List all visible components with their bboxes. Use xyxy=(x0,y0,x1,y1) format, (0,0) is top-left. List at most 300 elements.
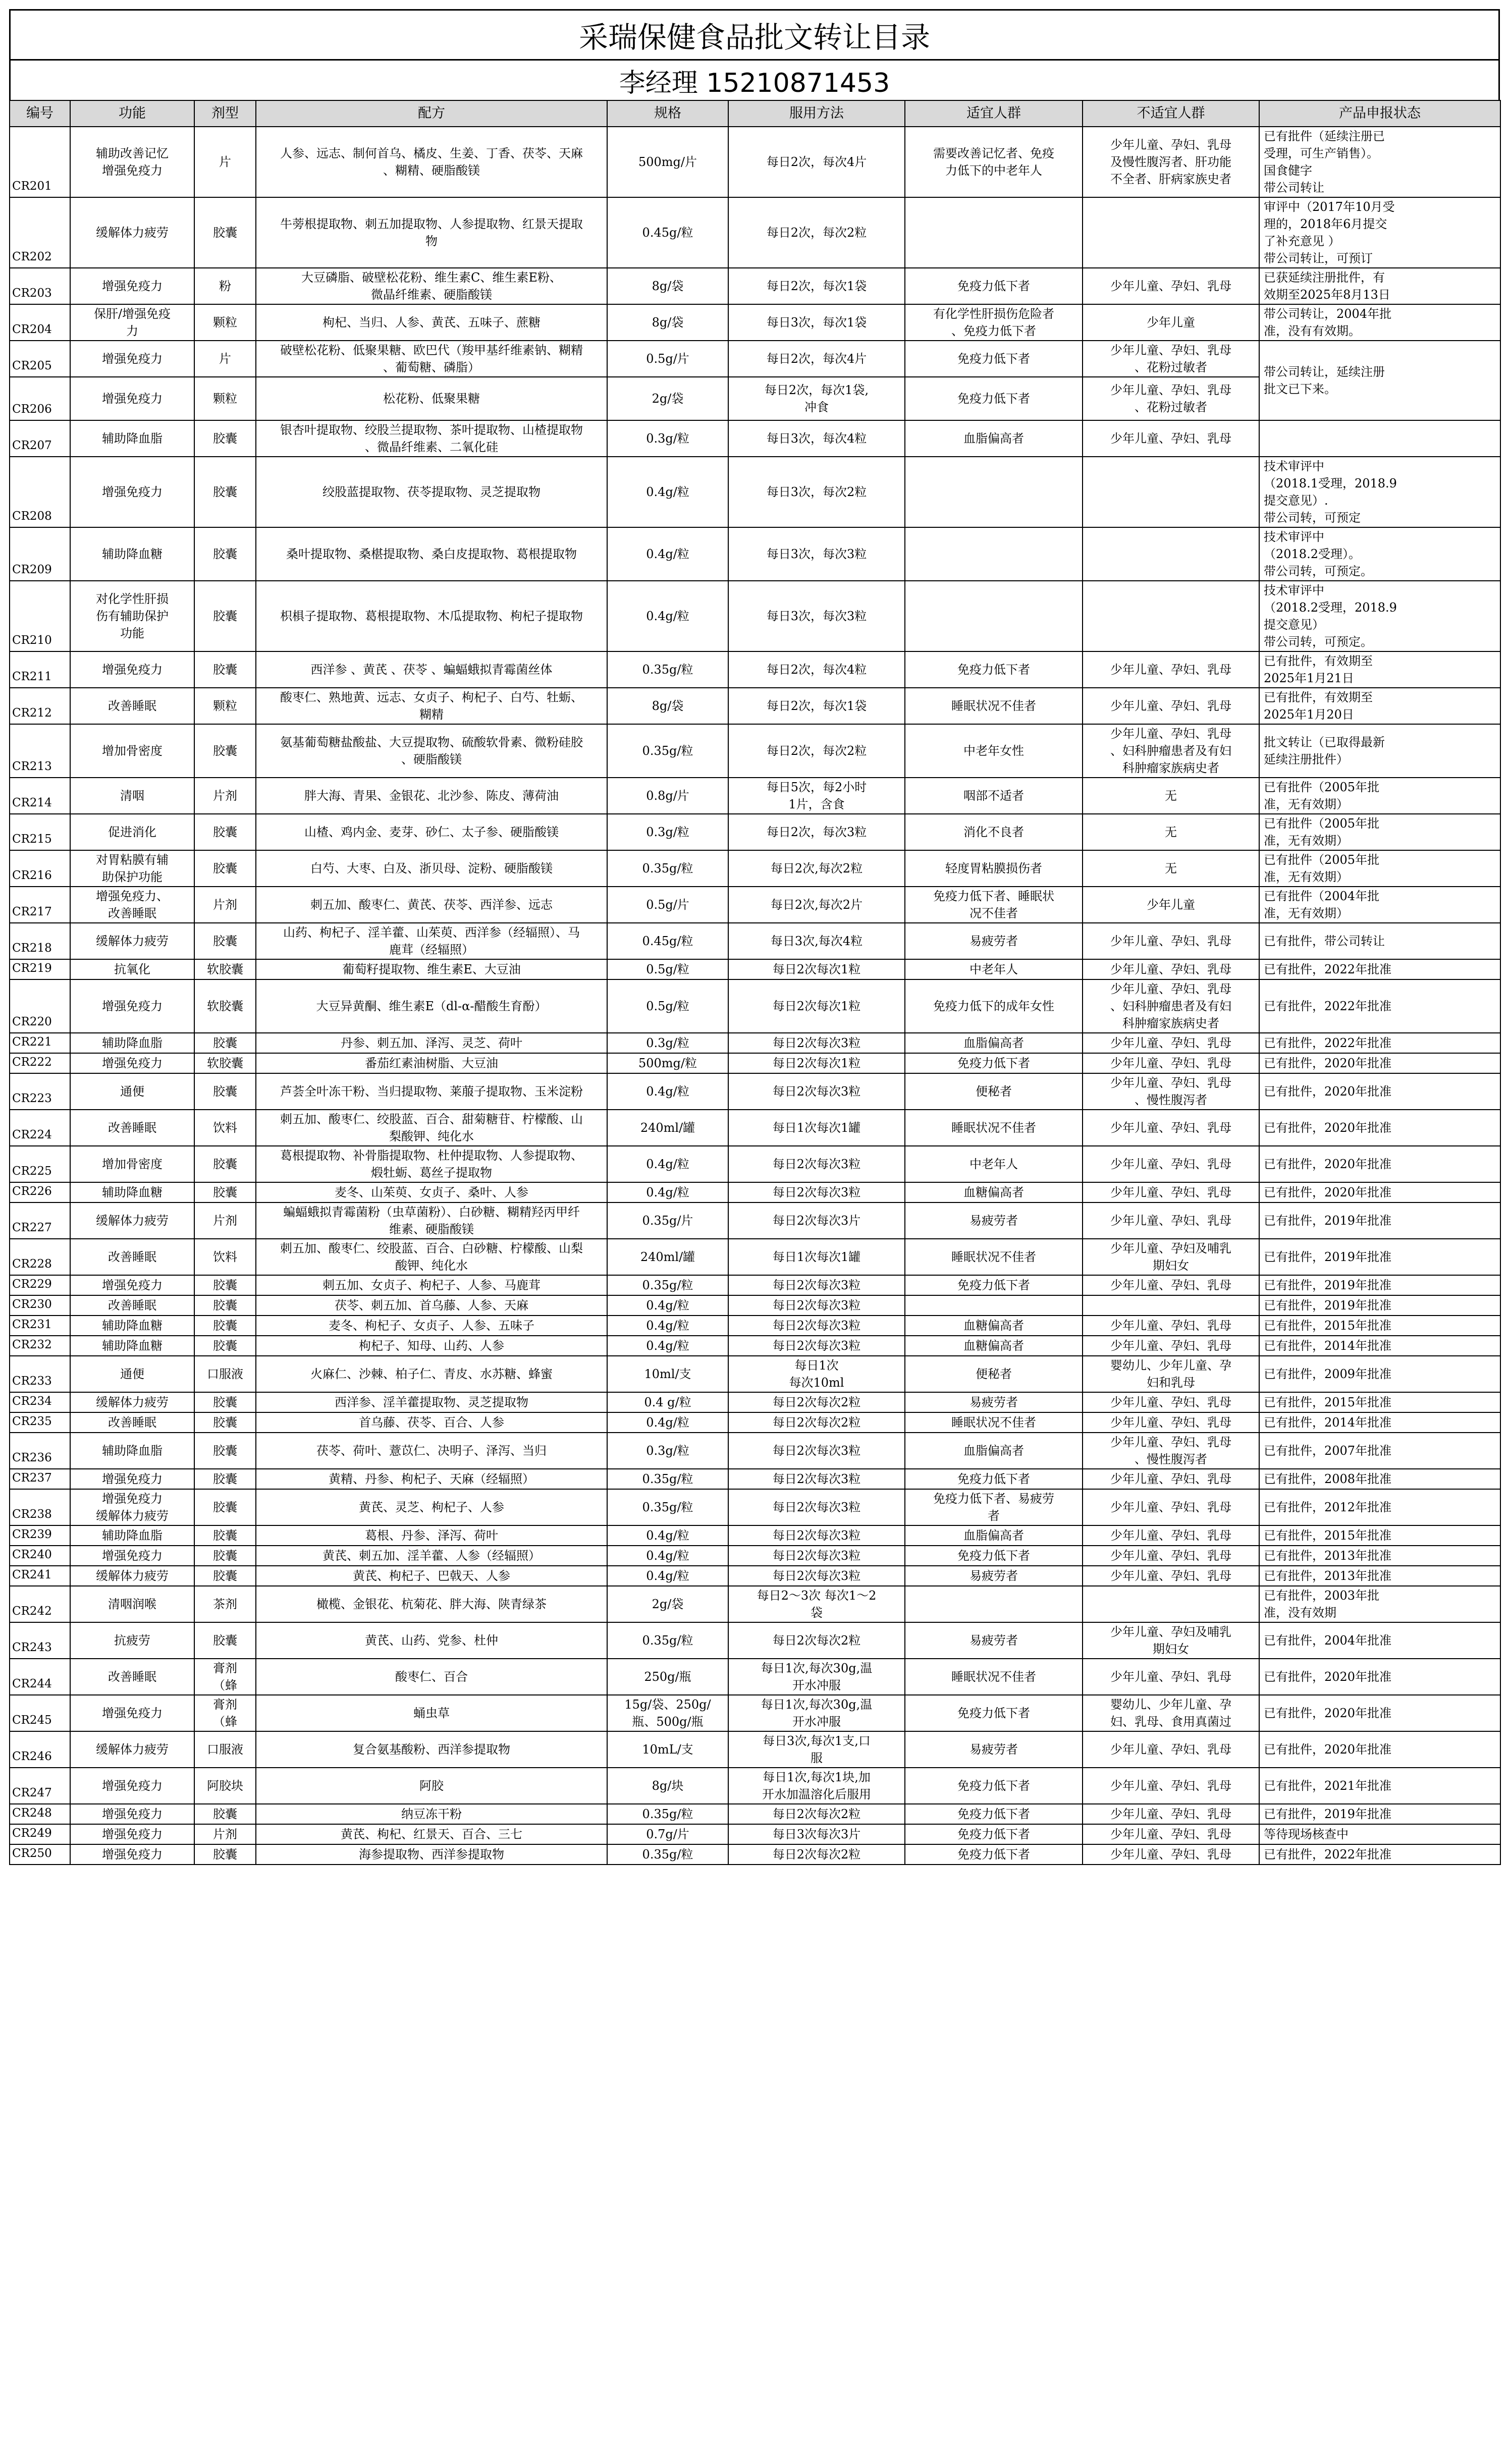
cell-spec: 10ml/支 xyxy=(607,1356,728,1392)
cell-dosage-form: 胶囊 xyxy=(194,1033,256,1053)
cell-unsuitable: 少年儿童、孕妇、乳母 xyxy=(1083,1731,1259,1768)
cell-suitable: 血脂偏高者 xyxy=(905,1033,1083,1053)
cell-dosage-form: 胶囊 xyxy=(194,1275,256,1295)
cell-unsuitable: 少年儿童、孕妇、乳母 xyxy=(1083,1033,1259,1053)
cell-status: 已有批件，有效期至 2025年1月21日 xyxy=(1259,651,1500,688)
cell-usage: 每日1次,每次30g,温 开水冲服 xyxy=(728,1659,905,1695)
cell-function: 促进消化 xyxy=(70,814,194,850)
cell-usage: 每日2次，每次1袋 xyxy=(728,688,905,724)
cell-formula: 葛根提取物、补骨脂提取物、杜仲提取物、人参提取物、 煅牡蛎、葛丝子提取物 xyxy=(256,1146,607,1182)
cell-status: 已有批件，2021年批准 xyxy=(1259,1768,1500,1804)
cell-code: CR205 xyxy=(10,341,70,377)
cell-unsuitable: 少年儿童、孕妇、乳母 xyxy=(1083,1202,1259,1239)
cell-spec: 2g/袋 xyxy=(607,1586,728,1622)
cell-formula: 破壁松花粉、低聚果糖、欧巴代（羧甲基纤维素钠、糊精 、葡萄糖、磷脂） xyxy=(256,341,607,377)
cell-suitable: 睡眠状况不佳者 xyxy=(905,1239,1083,1275)
cell-dosage-form: 茶剂 xyxy=(194,1586,256,1622)
cell-function: 缓解体力疲劳 xyxy=(70,1731,194,1768)
cell-code: CR245 xyxy=(10,1695,70,1731)
header-dosage-form: 剂型 xyxy=(194,100,256,127)
cell-status: 已有批件，2019年批准 xyxy=(1259,1202,1500,1239)
table-row xyxy=(10,1844,1500,1865)
cell-suitable: 易疲劳者 xyxy=(905,1202,1083,1239)
cell-dosage-form: 阿胶块 xyxy=(194,1768,256,1804)
cell-suitable: 中老年女性 xyxy=(905,724,1083,778)
cell-unsuitable: 无 xyxy=(1083,814,1259,850)
table-row xyxy=(10,1146,1500,1182)
cell-formula: 火麻仁、沙棘、柏子仁、青皮、水苏糖、蜂蜜 xyxy=(256,1356,607,1392)
cell-dosage-form: 软胶囊 xyxy=(194,979,256,1033)
cell-formula: 西洋参、淫羊藿提取物、灵芝提取物 xyxy=(256,1392,607,1412)
cell-code: CR247 xyxy=(10,1768,70,1804)
table-row xyxy=(10,268,1500,304)
cell-suitable: 睡眠状况不佳者 xyxy=(905,1659,1083,1695)
cell-suitable: 便秘者 xyxy=(905,1356,1083,1392)
cell-dosage-form: 颗粒 xyxy=(194,688,256,724)
cell-dosage-form: 胶囊 xyxy=(194,420,256,457)
cell-status: 已有批件，2019年批准 xyxy=(1259,1295,1500,1316)
cell-formula: 西洋参 、黄芪 、茯苓 、蝙蝠蛾拟青霉菌丝体 xyxy=(256,651,607,688)
cell-spec: 0.3g/粒 xyxy=(607,420,728,457)
cell-suitable: 轻度胃粘膜损伤者 xyxy=(905,850,1083,887)
cell-formula: 黄芪、刺五加、淫羊藿、人参（经辐照） xyxy=(256,1546,607,1566)
cell-spec: 0.4g/粒 xyxy=(607,1295,728,1316)
cell-status: 审评中（2017年10月受 理的，2018年6月提交 了补充意见 ） 带公司转让，可预订 xyxy=(1259,197,1500,268)
cell-usage: 每日2次每次2粒 xyxy=(728,1392,905,1412)
cell-suitable: 易疲劳者 xyxy=(905,1622,1083,1659)
cell-suitable: 免疫力低下者 xyxy=(905,1824,1083,1844)
table-row xyxy=(10,651,1500,688)
cell-code: CR228 xyxy=(10,1239,70,1275)
table-row xyxy=(10,1182,1500,1202)
cell-usage: 每日3次，每次4粒 xyxy=(728,420,905,457)
table-row xyxy=(10,1659,1500,1695)
cell-formula: 黄芪、枸杞子、巴戟天、人参 xyxy=(256,1566,607,1586)
table-row xyxy=(10,457,1500,527)
cell-suitable: 免疫力低下者 xyxy=(905,1053,1083,1073)
cell-status: 已有批件，2020年批准 xyxy=(1259,1053,1500,1073)
cell-status: 已有批件（2005年批 准，无有效期） xyxy=(1259,814,1500,850)
cell-usage: 每日2次每次3粒 xyxy=(728,1336,905,1356)
cell-spec: 0.4g/粒 xyxy=(607,1566,728,1586)
cell-unsuitable: 少年儿童、孕妇、乳母 xyxy=(1083,1316,1259,1336)
cell-suitable: 免疫力低下者 xyxy=(905,341,1083,377)
cell-code: CR241 xyxy=(10,1566,70,1586)
cell-code: CR220 xyxy=(10,979,70,1033)
cell-formula: 刺五加、女贞子、枸杞子、人参、马鹿茸 xyxy=(256,1275,607,1295)
cell-suitable: 便秘者 xyxy=(905,1073,1083,1110)
cell-code: CR249 xyxy=(10,1824,70,1844)
cell-spec: 0.35g/粒 xyxy=(607,1844,728,1865)
cell-suitable: 免疫力低下的成年女性 xyxy=(905,979,1083,1033)
cell-unsuitable: 少年儿童、孕妇、乳母 xyxy=(1083,1824,1259,1844)
table-row xyxy=(10,1053,1500,1073)
cell-spec: 0.4g/粒 xyxy=(607,1525,728,1546)
cell-suitable: 免疫力低下者 xyxy=(905,1844,1083,1865)
cell-formula: 人参、远志、制何首乌、橘皮、生姜、丁香、茯苓、天麻 、糊精、硬脂酸镁 xyxy=(256,127,607,197)
cell-code: CR231 xyxy=(10,1316,70,1336)
table-row xyxy=(10,1316,1500,1336)
cell-function: 增强免疫力 xyxy=(70,1824,194,1844)
cell-usage: 每日2次，每次4片 xyxy=(728,127,905,197)
cell-formula: 酸枣仁、熟地黄、远志、女贞子、枸杞子、白芍、牡蛎、 糊精 xyxy=(256,688,607,724)
cell-unsuitable: 少年儿童、孕妇、乳母 、慢性腹泻者 xyxy=(1083,1073,1259,1110)
cell-code: CR201 xyxy=(10,127,70,197)
cell-status: 已有批件，2022年批准 xyxy=(1259,1844,1500,1865)
cell-usage: 每日2次每次3片 xyxy=(728,1202,905,1239)
cell-dosage-form: 片剂 xyxy=(194,778,256,814)
cell-code: CR202 xyxy=(10,197,70,268)
cell-usage: 每日2次每次2粒 xyxy=(728,1622,905,1659)
cell-formula: 阿胶 xyxy=(256,1768,607,1804)
table-body xyxy=(10,127,1500,1865)
cell-code: CR214 xyxy=(10,778,70,814)
cell-dosage-form: 胶囊 xyxy=(194,814,256,850)
cell-usage: 每日1次每次1罐 xyxy=(728,1110,905,1146)
cell-usage: 每日2次每次3粒 xyxy=(728,1182,905,1202)
cell-suitable: 免疫力低下者 xyxy=(905,1804,1083,1824)
cell-status: 已有批件（延续注册已 受理，可生产销售）。 国食健字 带公司转让 xyxy=(1259,127,1500,197)
cell-dosage-form: 胶囊 xyxy=(194,1412,256,1433)
cell-unsuitable: 少年儿童、孕妇、乳母 xyxy=(1083,1546,1259,1566)
cell-spec: 0.5g/粒 xyxy=(607,959,728,979)
cell-usage: 每日2次,每次2片 xyxy=(728,887,905,923)
cell-code: CR232 xyxy=(10,1336,70,1356)
cell-formula: 葛根、丹参、泽泻、荷叶 xyxy=(256,1525,607,1546)
cell-usage: 每日2次每次3粒 xyxy=(728,1316,905,1336)
cell-status: 已有批件（2005年批 准，无有效期） xyxy=(1259,850,1500,887)
cell-formula: 酸枣仁、百合 xyxy=(256,1659,607,1695)
cell-usage: 每日2次每次3粒 xyxy=(728,1489,905,1525)
table-row xyxy=(10,1546,1500,1566)
cell-formula: 蝙蝠蛾拟青霉菌粉（虫草菌粉）、白砂糖、糊精羟丙甲纤 维素、硬脂酸镁 xyxy=(256,1202,607,1239)
cell-dosage-form: 胶囊 xyxy=(194,1336,256,1356)
cell-function: 增强免疫力 xyxy=(70,979,194,1033)
cell-usage: 每日2次每次2粒 xyxy=(728,1844,905,1865)
cell-unsuitable xyxy=(1083,527,1259,581)
cell-usage: 每日2次每次3粒 xyxy=(728,1566,905,1586)
cell-unsuitable: 少年儿童、孕妇、乳母 xyxy=(1083,1392,1259,1412)
cell-function: 增强免疫力 xyxy=(70,1804,194,1824)
cell-spec: 0.4 g/粒 xyxy=(607,1392,728,1412)
cell-unsuitable: 少年儿童、孕妇、乳母 xyxy=(1083,1566,1259,1586)
cell-spec: 0.4g/粒 xyxy=(607,581,728,651)
table-row xyxy=(10,778,1500,814)
cell-usage: 每日2次每次3粒 xyxy=(728,1033,905,1053)
cell-spec: 0.3g/粒 xyxy=(607,814,728,850)
cell-formula: 松花粉、低聚果糖 xyxy=(256,377,607,420)
cell-formula: 麦冬、山茱萸、女贞子、桑叶、人参 xyxy=(256,1182,607,1202)
cell-suitable: 免疫力低下者 xyxy=(905,1695,1083,1731)
cell-unsuitable: 少年儿童、孕妇、乳母 xyxy=(1083,923,1259,959)
cell-spec: 8g/块 xyxy=(607,1768,728,1804)
cell-unsuitable xyxy=(1083,1295,1259,1316)
cell-formula: 纳豆冻干粉 xyxy=(256,1804,607,1824)
cell-dosage-form: 胶囊 xyxy=(194,1546,256,1566)
table-row xyxy=(10,1275,1500,1295)
cell-code: CR219 xyxy=(10,959,70,979)
table-row xyxy=(10,1336,1500,1356)
cell-status: 已有批件，2020年批准 xyxy=(1259,1659,1500,1695)
cell-status: 已有批件，2015年批准 xyxy=(1259,1392,1500,1412)
cell-spec: 0.4g/粒 xyxy=(607,1073,728,1110)
cell-spec: 0.5g/片 xyxy=(607,887,728,923)
cell-status: 已有批件，带公司转让 xyxy=(1259,923,1500,959)
cell-function: 改善睡眠 xyxy=(70,1110,194,1146)
cell-usage: 每日2次，每次1袋, 冲食 xyxy=(728,377,905,420)
cell-usage: 每日5次，每2小时 1片，含食 xyxy=(728,778,905,814)
cell-status: 已有批件，2004年批准 xyxy=(1259,1622,1500,1659)
cell-code: CR208 xyxy=(10,457,70,527)
cell-dosage-form: 胶囊 xyxy=(194,1295,256,1316)
cell-unsuitable: 少年儿童、孕妇及哺乳 期妇女 xyxy=(1083,1239,1259,1275)
cell-status: 已有批件，2020年批准 xyxy=(1259,1146,1500,1182)
cell-suitable: 免疫力低下者 xyxy=(905,1546,1083,1566)
cell-code: CR236 xyxy=(10,1433,70,1469)
table-row xyxy=(10,1489,1500,1525)
cell-unsuitable: 少年儿童、孕妇、乳母 xyxy=(1083,1489,1259,1525)
table-row xyxy=(10,1202,1500,1239)
cell-spec: 0.35g/粒 xyxy=(607,1804,728,1824)
table-row xyxy=(10,1110,1500,1146)
cell-unsuitable: 少年儿童、孕妇、乳母 及慢性腹泻者、肝功能 不全者、肝病家族史者 xyxy=(1083,127,1259,197)
cell-spec: 0.35g/粒 xyxy=(607,1275,728,1295)
table-row xyxy=(10,581,1500,651)
cell-unsuitable: 少年儿童、孕妇、乳母 xyxy=(1083,1804,1259,1824)
cell-spec: 500mg/粒 xyxy=(607,1053,728,1073)
table-row xyxy=(10,1824,1500,1844)
cell-usage: 每日3次,每次4粒 xyxy=(728,923,905,959)
cell-function: 对胃粘膜有辅 助保护功能 xyxy=(70,850,194,887)
cell-dosage-form: 片 xyxy=(194,127,256,197)
cell-usage: 每日1次 每次10ml xyxy=(728,1356,905,1392)
cell-dosage-form: 胶囊 xyxy=(194,197,256,268)
cell-usage: 每日2次每次3粒 xyxy=(728,1525,905,1546)
cell-status: 已有批件，2009年批准 xyxy=(1259,1356,1500,1392)
cell-function: 增强免疫力 缓解体力疲劳 xyxy=(70,1489,194,1525)
cell-suitable: 消化不良者 xyxy=(905,814,1083,850)
cell-function: 辅助改善记忆 增强免疫力 xyxy=(70,127,194,197)
cell-usage: 每日1次,每次30g,温 开水冲服 xyxy=(728,1695,905,1731)
cell-spec: 8g/袋 xyxy=(607,268,728,304)
cell-usage: 每日3次，每次2粒 xyxy=(728,457,905,527)
cell-spec: 0.4g/粒 xyxy=(607,1336,728,1356)
cell-spec: 0.3g/粒 xyxy=(607,1033,728,1053)
table-row xyxy=(10,1622,1500,1659)
cell-usage: 每日1次,每次1块,加 开水加温溶化后服用 xyxy=(728,1768,905,1804)
cell-code: CR218 xyxy=(10,923,70,959)
cell-function: 缓解体力疲劳 xyxy=(70,1202,194,1239)
cell-status: 已有批件，2020年批准 xyxy=(1259,1695,1500,1731)
cell-unsuitable: 少年儿童、孕妇、乳母 xyxy=(1083,1768,1259,1804)
cell-status: 技术审评中 （2018.1受理，2018.9 提交意见）. 带公司转，可预定 xyxy=(1259,457,1500,527)
cell-function: 清咽 xyxy=(70,778,194,814)
header-usage: 服用方法 xyxy=(728,100,905,127)
cell-unsuitable: 少年儿童 xyxy=(1083,887,1259,923)
cell-function: 增强免疫力 xyxy=(70,1695,194,1731)
table-row xyxy=(10,1295,1500,1316)
cell-code: CR209 xyxy=(10,527,70,581)
cell-dosage-form: 饮料 xyxy=(194,1110,256,1146)
cell-code: CR233 xyxy=(10,1356,70,1392)
cell-formula: 复合氨基酸粉、西洋参提取物 xyxy=(256,1731,607,1768)
cell-function: 辅助降血糖 xyxy=(70,527,194,581)
cell-function: 改善睡眠 xyxy=(70,688,194,724)
cell-formula: 银杏叶提取物、绞股兰提取物、茶叶提取物、山楂提取物 、微晶纤维素、二氧化硅 xyxy=(256,420,607,457)
cell-code: CR224 xyxy=(10,1110,70,1146)
cell-dosage-form: 膏剂 （蜂 xyxy=(194,1659,256,1695)
header-unsuitable: 不适宜人群 xyxy=(1083,100,1259,127)
table-row xyxy=(10,1804,1500,1824)
cell-code: CR246 xyxy=(10,1731,70,1768)
cell-spec: 0.35g/粒 xyxy=(607,1622,728,1659)
cell-function: 增强免疫力 xyxy=(70,268,194,304)
cell-usage: 每日2次每次3粒 xyxy=(728,1295,905,1316)
cell-code: CR242 xyxy=(10,1586,70,1622)
table-row xyxy=(10,979,1500,1033)
cell-unsuitable: 少年儿童、孕妇、乳母 xyxy=(1083,1469,1259,1489)
table-row xyxy=(10,127,1500,197)
cell-formula: 大豆异黄酮、维生素E（dl-α-醋酸生育酚） xyxy=(256,979,607,1033)
cell-function: 通便 xyxy=(70,1073,194,1110)
cell-unsuitable: 无 xyxy=(1083,850,1259,887)
cell-function: 增强免疫力 xyxy=(70,1469,194,1489)
cell-unsuitable: 少年儿童、孕妇、乳母 xyxy=(1083,268,1259,304)
cell-function: 缓解体力疲劳 xyxy=(70,1392,194,1412)
cell-code: CR203 xyxy=(10,268,70,304)
cell-formula: 山楂、鸡内金、麦芽、砂仁、太子参、硬脂酸镁 xyxy=(256,814,607,850)
cell-unsuitable: 少年儿童、孕妇、乳母 xyxy=(1083,651,1259,688)
cell-dosage-form: 口服液 xyxy=(194,1731,256,1768)
cell-unsuitable xyxy=(1083,197,1259,268)
header-function: 功能 xyxy=(70,100,194,127)
cell-status: 已有批件（2005年批 准，无有效期） xyxy=(1259,778,1500,814)
cell-dosage-form: 口服液 xyxy=(194,1356,256,1392)
cell-code: CR244 xyxy=(10,1659,70,1695)
cell-usage: 每日2次每次3粒 xyxy=(728,1469,905,1489)
cell-status: 已有批件，2015年批准 xyxy=(1259,1316,1500,1336)
cell-spec: 15g/袋、250g/ 瓶、500g/瓶 xyxy=(607,1695,728,1731)
cell-spec: 8g/袋 xyxy=(607,688,728,724)
header-formula: 配方 xyxy=(256,100,607,127)
cell-suitable: 免疫力低下者 xyxy=(905,268,1083,304)
cell-spec: 0.35g/粒 xyxy=(607,1489,728,1525)
cell-dosage-form: 胶囊 xyxy=(194,1182,256,1202)
cell-function: 辅助降血脂 xyxy=(70,420,194,457)
catalog-sheet xyxy=(9,9,1500,1865)
cell-unsuitable: 少年儿童、孕妇、乳母 、花粉过敏者 xyxy=(1083,377,1259,420)
cell-dosage-form: 胶囊 xyxy=(194,724,256,778)
cell-function: 通便 xyxy=(70,1356,194,1392)
cell-unsuitable: 少年儿童、孕妇、乳母 xyxy=(1083,420,1259,457)
cell-dosage-form: 胶囊 xyxy=(194,923,256,959)
cell-formula: 白芍、大枣、白及、浙贝母、淀粉、硬脂酸镁 xyxy=(256,850,607,887)
cell-code: CR216 xyxy=(10,850,70,887)
cell-formula: 绞股蓝提取物、茯苓提取物、灵芝提取物 xyxy=(256,457,607,527)
cell-unsuitable: 少年儿童、孕妇、乳母 xyxy=(1083,1146,1259,1182)
header-code: 编号 xyxy=(10,100,70,127)
cell-unsuitable: 无 xyxy=(1083,778,1259,814)
cell-status: 等待现场核查中 xyxy=(1259,1824,1500,1844)
cell-suitable xyxy=(905,457,1083,527)
cell-usage: 每日3次，每次3粒 xyxy=(728,527,905,581)
cell-code: CR213 xyxy=(10,724,70,778)
cell-usage: 每日2次每次2粒 xyxy=(728,1804,905,1824)
cell-spec: 0.4g/粒 xyxy=(607,1316,728,1336)
cell-unsuitable: 少年儿童、孕妇及哺乳 期妇女 xyxy=(1083,1622,1259,1659)
table-row xyxy=(10,420,1500,457)
cell-suitable xyxy=(905,197,1083,268)
cell-spec: 8g/袋 xyxy=(607,304,728,341)
table-row xyxy=(10,1392,1500,1412)
cell-status: 已有批件，2020年批准 xyxy=(1259,1182,1500,1202)
cell-usage: 每日2次每次3粒 xyxy=(728,1146,905,1182)
cell-code: CR211 xyxy=(10,651,70,688)
contact-line: 李经理 15210871453 xyxy=(9,59,1500,100)
header-status: 产品申报状态 xyxy=(1259,100,1500,127)
header-spec: 规格 xyxy=(607,100,728,127)
cell-spec: 2g/袋 xyxy=(607,377,728,420)
cell-function: 辅助降血糖 xyxy=(70,1316,194,1336)
cell-formula: 枸杞、当归、人参、黄芪、五味子、蔗糖 xyxy=(256,304,607,341)
cell-function: 保肝/增强免疫 力 xyxy=(70,304,194,341)
cell-spec: 0.5g/粒 xyxy=(607,979,728,1033)
cell-dosage-form: 胶囊 xyxy=(194,1804,256,1824)
cell-dosage-form: 颗粒 xyxy=(194,304,256,341)
cell-suitable: 免疫力低下者 xyxy=(905,377,1083,420)
table-row xyxy=(10,814,1500,850)
cell-spec: 0.7g/片 xyxy=(607,1824,728,1844)
cell-dosage-form: 胶囊 xyxy=(194,1392,256,1412)
cell-spec: 240ml/罐 xyxy=(607,1239,728,1275)
cell-formula: 葡萄籽提取物、维生素E、大豆油 xyxy=(256,959,607,979)
cell-spec: 0.4g/粒 xyxy=(607,1546,728,1566)
cell-code: CR217 xyxy=(10,887,70,923)
cell-function: 辅助降血糖 xyxy=(70,1336,194,1356)
cell-function: 辅助降血脂 xyxy=(70,1033,194,1053)
cell-formula: 麦冬、枸杞子、女贞子、人参、五味子 xyxy=(256,1316,607,1336)
cell-spec: 0.35g/粒 xyxy=(607,724,728,778)
cell-status: 批文转让（已取得最新 延续注册批件） xyxy=(1259,724,1500,778)
cell-usage: 每日2次每次1粒 xyxy=(728,1053,905,1073)
cell-function: 增强免疫力 xyxy=(70,341,194,377)
cell-formula: 桑叶提取物、桑椹提取物、桑白皮提取物、葛根提取物 xyxy=(256,527,607,581)
cell-spec: 10mL/支 xyxy=(607,1731,728,1768)
cell-suitable: 有化学性肝损伤危险者 、免疫力低下者 xyxy=(905,304,1083,341)
cell-function: 增加骨密度 xyxy=(70,1146,194,1182)
cell-suitable: 免疫力低下者 xyxy=(905,651,1083,688)
cell-status: 已有批件，2022年批准 xyxy=(1259,979,1500,1033)
cell-unsuitable: 少年儿童、孕妇、乳母 xyxy=(1083,1053,1259,1073)
cell-code: CR234 xyxy=(10,1392,70,1412)
cell-dosage-form: 胶囊 xyxy=(194,581,256,651)
cell-function: 清咽润喉 xyxy=(70,1586,194,1622)
cell-dosage-form: 胶囊 xyxy=(194,457,256,527)
cell-spec: 0.35g/粒 xyxy=(607,651,728,688)
cell-unsuitable: 少年儿童、孕妇、乳母 xyxy=(1083,1275,1259,1295)
cell-suitable: 中老年人 xyxy=(905,1146,1083,1182)
cell-usage: 每日2次，每次4片 xyxy=(728,341,905,377)
cell-suitable: 易疲劳者 xyxy=(905,1392,1083,1412)
cell-code: CR221 xyxy=(10,1033,70,1053)
cell-status: 已有批件，2014年批准 xyxy=(1259,1412,1500,1433)
cell-status: 已有批件，2022年批准 xyxy=(1259,959,1500,979)
cell-unsuitable: 少年儿童、孕妇、乳母 、妇科肿瘤患者及有妇 科肿瘤家族病史者 xyxy=(1083,724,1259,778)
cell-spec: 0.4g/粒 xyxy=(607,1412,728,1433)
cell-unsuitable: 少年儿童、孕妇、乳母 xyxy=(1083,959,1259,979)
cell-formula: 橄榄、金银花、杭菊花、胖大海、陕青绿茶 xyxy=(256,1586,607,1622)
cell-status: 已有批件，2015年批准 xyxy=(1259,1525,1500,1546)
